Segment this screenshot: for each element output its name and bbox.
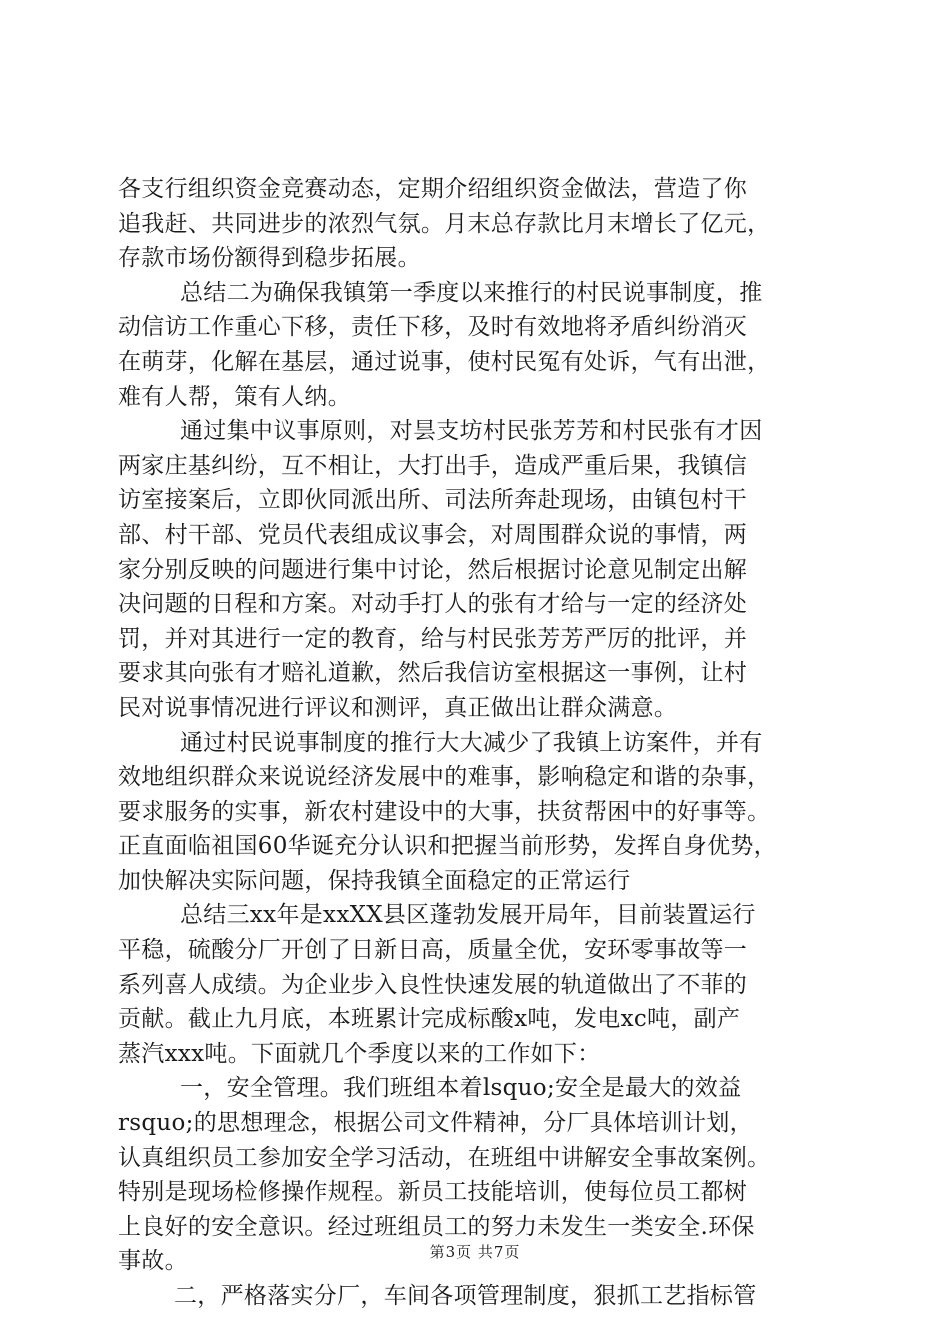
text-line: 要求服务的实事，新农村建设中的大事，扶贫帮困中的好事等。 <box>118 798 771 825</box>
body-text <box>118 172 854 1314</box>
text-line: 效地组织群众来说说经济发展中的难事，影响稳定和谐的杂事， <box>118 764 771 791</box>
text-line: 事故。 <box>118 1248 188 1275</box>
text-line: 难有人帮，策有人纳。 <box>118 383 351 410</box>
text-line: 在萌芽，化解在基层，通过说事，使村民冤有处诉，气有出泄， <box>118 348 771 375</box>
text-line: 上良好的安全意识。经过班组员工的努力未发生一类安全.环保 <box>118 1213 755 1240</box>
text-line: 民对说事情况进行评议和测评，真正做出让群众满意。 <box>118 694 678 721</box>
text-line: 正直面临祖国60华诞充分认识和把握当前形势，发挥自身优势， <box>118 833 777 860</box>
text-line: 两家庄基纠纷，互不相让，大打出手，造成严重后果，我镇信 <box>118 452 748 479</box>
text-line: 蒸汽xxx吨。下面就几个季度以来的工作如下： <box>118 1040 601 1067</box>
text-line: 存款市场份额得到稳步拓展。 <box>118 245 421 272</box>
paragraph-start-line: 总结三xx年是xxXX县区蓬勃发展开局年，目前装置运行 <box>180 902 756 929</box>
paragraph-start-line: 总结二为确保我镇第一季度以来推行的村民说事制度，推 <box>180 279 763 306</box>
text-line: 系列喜人成绩。为企业步入良性快速发展的轨道做出了不菲的 <box>118 971 748 998</box>
text-line: 贡献。截止九月底，本班累计完成标酸x吨，发电xc吨，副产 <box>118 1006 741 1033</box>
page-number-footer: 第3页 共7页 <box>429 1243 521 1261</box>
text-line: 要求其向张有才赔礼道歉，然后我信访室根据这一事例，让村 <box>118 660 748 687</box>
text-line: 认真组织员工参加安全学习活动，在班组中讲解安全事故案例。 <box>118 1144 771 1171</box>
text-line: 家分别反映的问题进行集中讨论，然后根据讨论意见制定出解 <box>118 556 748 583</box>
text-line: 追我赶、共同进步的浓烈气氛。月末总存款比月末增长了亿元， <box>118 210 771 237</box>
text-line: 罚，并对其进行一定的教育，给与村民张芳芳严厉的批评，并 <box>118 625 748 652</box>
text-line: 特别是现场检修操作规程。新员工技能培训，使每位员工都树 <box>118 1179 748 1206</box>
paragraph-start-line: 二，严格落实分厂，车间各项管理制度，狠抓工艺指标管 <box>174 1283 757 1309</box>
text-line: 各支行组织资金竞赛动态，定期介绍组织资金做法，营造了你 <box>118 176 748 202</box>
text-line: 平稳，硫酸分厂开创了日新日高，质量全优，安环零事故等一 <box>118 937 748 964</box>
text-line: 访室接案后，立即伙同派出所、司法所奔赴现场，由镇包村干 <box>118 487 748 514</box>
text-line: 加快解决实际问题，保持我镇全面稳定的正常运行 <box>118 867 631 894</box>
paragraph-start-line: 通过村民说事制度的推行大大减少了我镇上访案件，并有 <box>180 729 763 756</box>
text-line: rsquo;的思想理念，根据公司文件精神，分厂具体培训计划， <box>118 1110 753 1137</box>
paragraph-start-line: 通过集中议事原则，对昙支坊村民张芳芳和村民张有才因 <box>180 418 763 445</box>
paragraph-start-line: 一，安全管理。我们班组本着lsquo;安全是最大的效益 <box>180 1075 742 1102</box>
text-line: 动信访工作重心下移，责任下移，及时有效地将矛盾纠纷消灭 <box>118 314 748 341</box>
text-line: 决问题的日程和方案。对动手打人的张有才给与一定的经济处 <box>118 591 748 618</box>
text-line: 部、村干部、党员代表组成议事会，对周围群众说的事情，两 <box>118 521 748 548</box>
